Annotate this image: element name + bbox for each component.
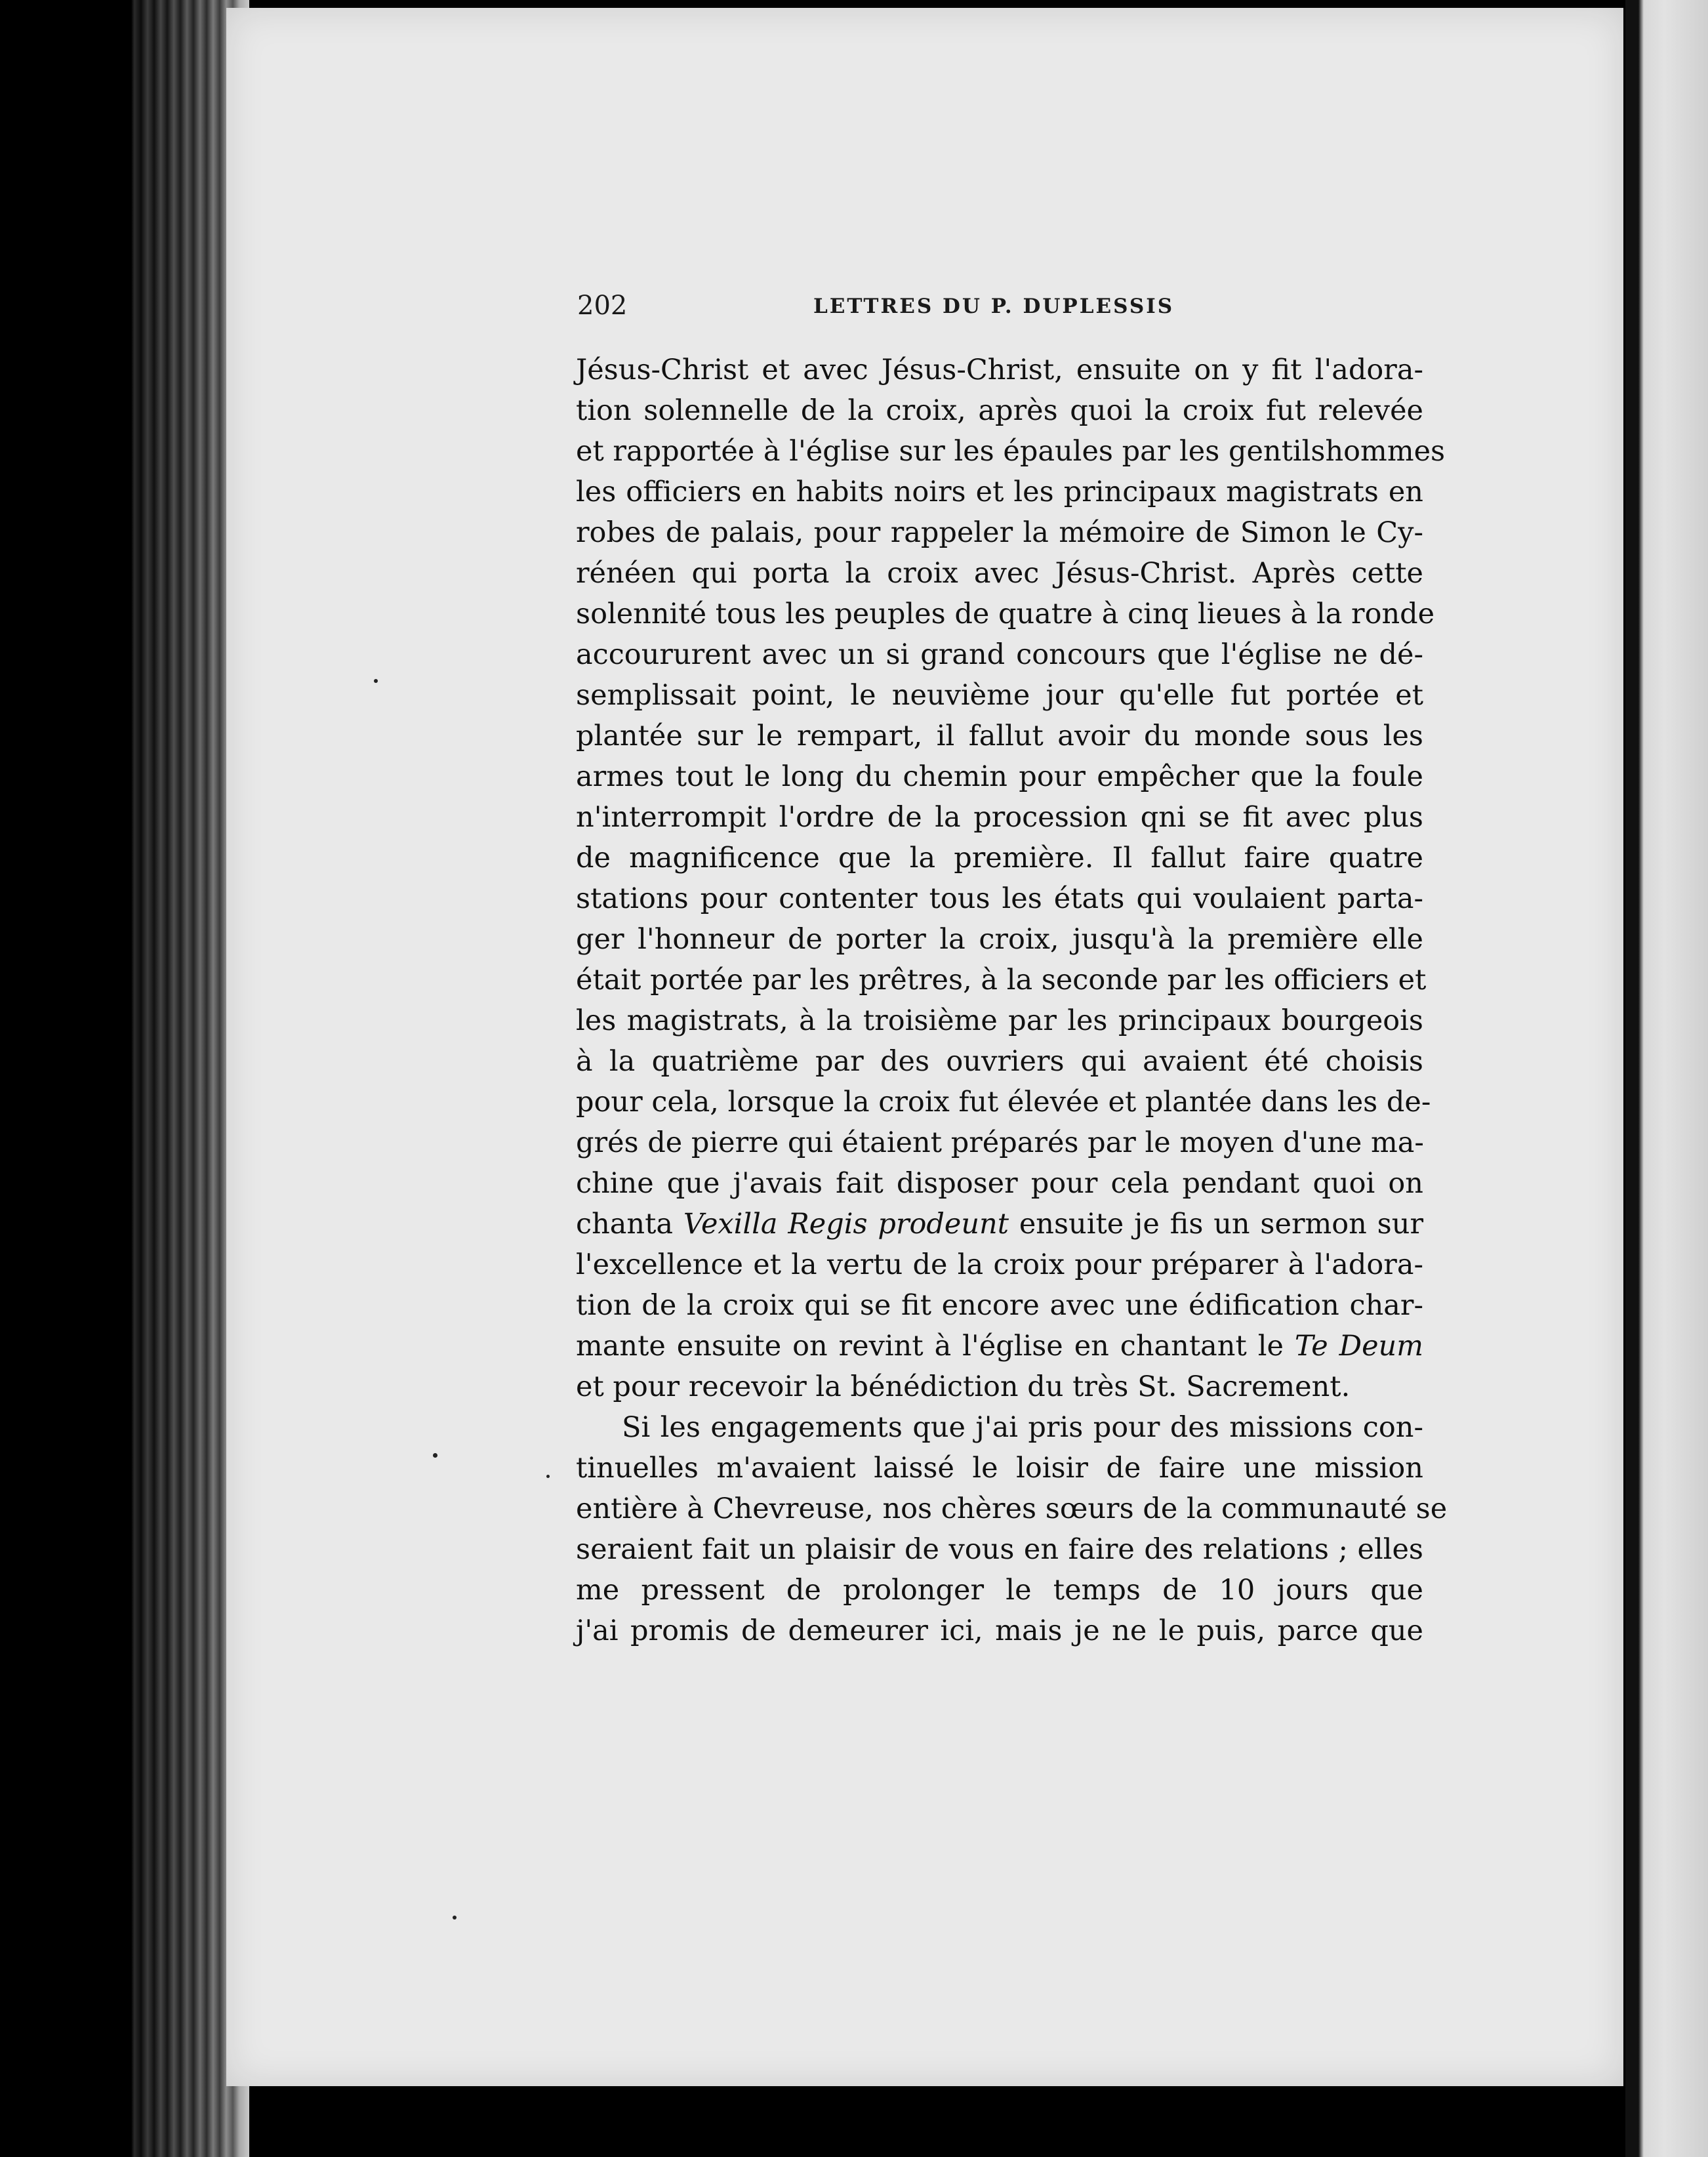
text-line: Si les engagements que j'ai pris pour des missions con- — [622, 1411, 1423, 1444]
text-line: tion solennelle de la croix, après quoi la croix fut relevée — [576, 394, 1423, 427]
text-line: et rapportée à l'église sur les épaules par les gentilshommes — [576, 435, 1446, 468]
text-line: les officiers en habits noirs et les principaux magistrats en — [576, 476, 1423, 508]
text-run: chanta — [576, 1208, 683, 1241]
text-line: les magistrats, à la troisième par les principaux bourgeois — [576, 1004, 1423, 1037]
text-line: me pressent de prolonger le temps de 10 jours que — [576, 1574, 1423, 1607]
running-title: LETTRES DU P. DUPLESSIS — [813, 295, 1175, 318]
scan-speck — [374, 679, 378, 683]
text-line: seraient fait un plaisir de vous en faire des relations ; elles — [576, 1533, 1423, 1566]
text-line: semplissait point, le neuvième jour qu'elle fut portée et — [576, 679, 1423, 712]
scan-speck — [453, 1916, 457, 1920]
text-line — [576, 1326, 1423, 1366]
text-line: rénéen qui porta la croix avec Jésus-Christ. Après cette — [576, 557, 1423, 590]
text-line: tion de la croix qui se fit encore avec une édification char- — [576, 1289, 1423, 1322]
text-line: grés de pierre qui étaient préparés par le moyen d'une ma- — [576, 1126, 1424, 1159]
text-line: chine que j'avais fait disposer pour cela pendant quoi on — [576, 1167, 1423, 1200]
text-line: Jésus-Christ et avec Jésus-Christ, ensuite on y fit l'adora- — [576, 354, 1423, 386]
text-line: de magnificence que la première. Il fallut faire quatre — [576, 842, 1423, 874]
text-run: ensuite je fis un sermon sur — [1009, 1208, 1423, 1241]
page-number: 202 — [577, 291, 628, 321]
text-line: armes tout le long du chemin pour empêcher que la foule — [576, 760, 1423, 793]
text-line: ger l'honneur de porter la croix, jusqu'à la première elle — [576, 923, 1423, 956]
facing-page-edge — [1625, 0, 1708, 2157]
text-run: mante ensuite on revint à l'église en chantant le — [576, 1330, 1295, 1363]
scan-speck — [433, 1453, 437, 1458]
italic-title: Vexilla Regis prodeunt — [683, 1208, 1009, 1241]
text-line: plantée sur le rempart, il fallut avoir du monde sous les — [576, 720, 1423, 752]
text-line: stations pour contenter tous les états qui voulaient parta- — [576, 882, 1423, 915]
text-line — [576, 1204, 1423, 1244]
text-line: était portée par les prêtres, à la seconde par les officiers et — [576, 964, 1427, 996]
text-line: et pour recevoir la bénédiction du très St. Sacrement. — [576, 1370, 1351, 1403]
scan-speck — [546, 1475, 550, 1478]
body-text — [576, 350, 1448, 1651]
text-line: tinuelles m'avaient laissé le loisir de faire une mission — [576, 1452, 1423, 1485]
text-line: j'ai promis de demeurer ici, mais je ne le puis, parce que — [576, 1614, 1423, 1647]
text-line: solennité tous les peuples de quatre à cinq lieues à la ronde — [576, 598, 1435, 630]
text-line: pour cela, lorsque la croix fut élevée et plantée dans les de- — [576, 1086, 1431, 1119]
running-head — [577, 286, 1233, 325]
text-line: l'excellence et la vertu de la croix pour préparer à l'adora- — [576, 1248, 1423, 1281]
text-line: à la quatrième par des ouvriers qui avaient été choisis — [576, 1045, 1423, 1078]
page-edges — [0, 0, 249, 2157]
text-line: accoururent avec un si grand concours que l'église ne dé- — [576, 638, 1423, 671]
italic-title: Te Deum — [1294, 1330, 1424, 1363]
text-line: n'interrompit l'ordre de la procession qni se fit avec plus — [576, 801, 1423, 834]
text-line: entière à Chevreuse, nos chères sœurs de la communauté se — [576, 1492, 1448, 1525]
text-line: robes de palais, pour rappeler la mémoire de Simon le Cy- — [576, 516, 1423, 549]
